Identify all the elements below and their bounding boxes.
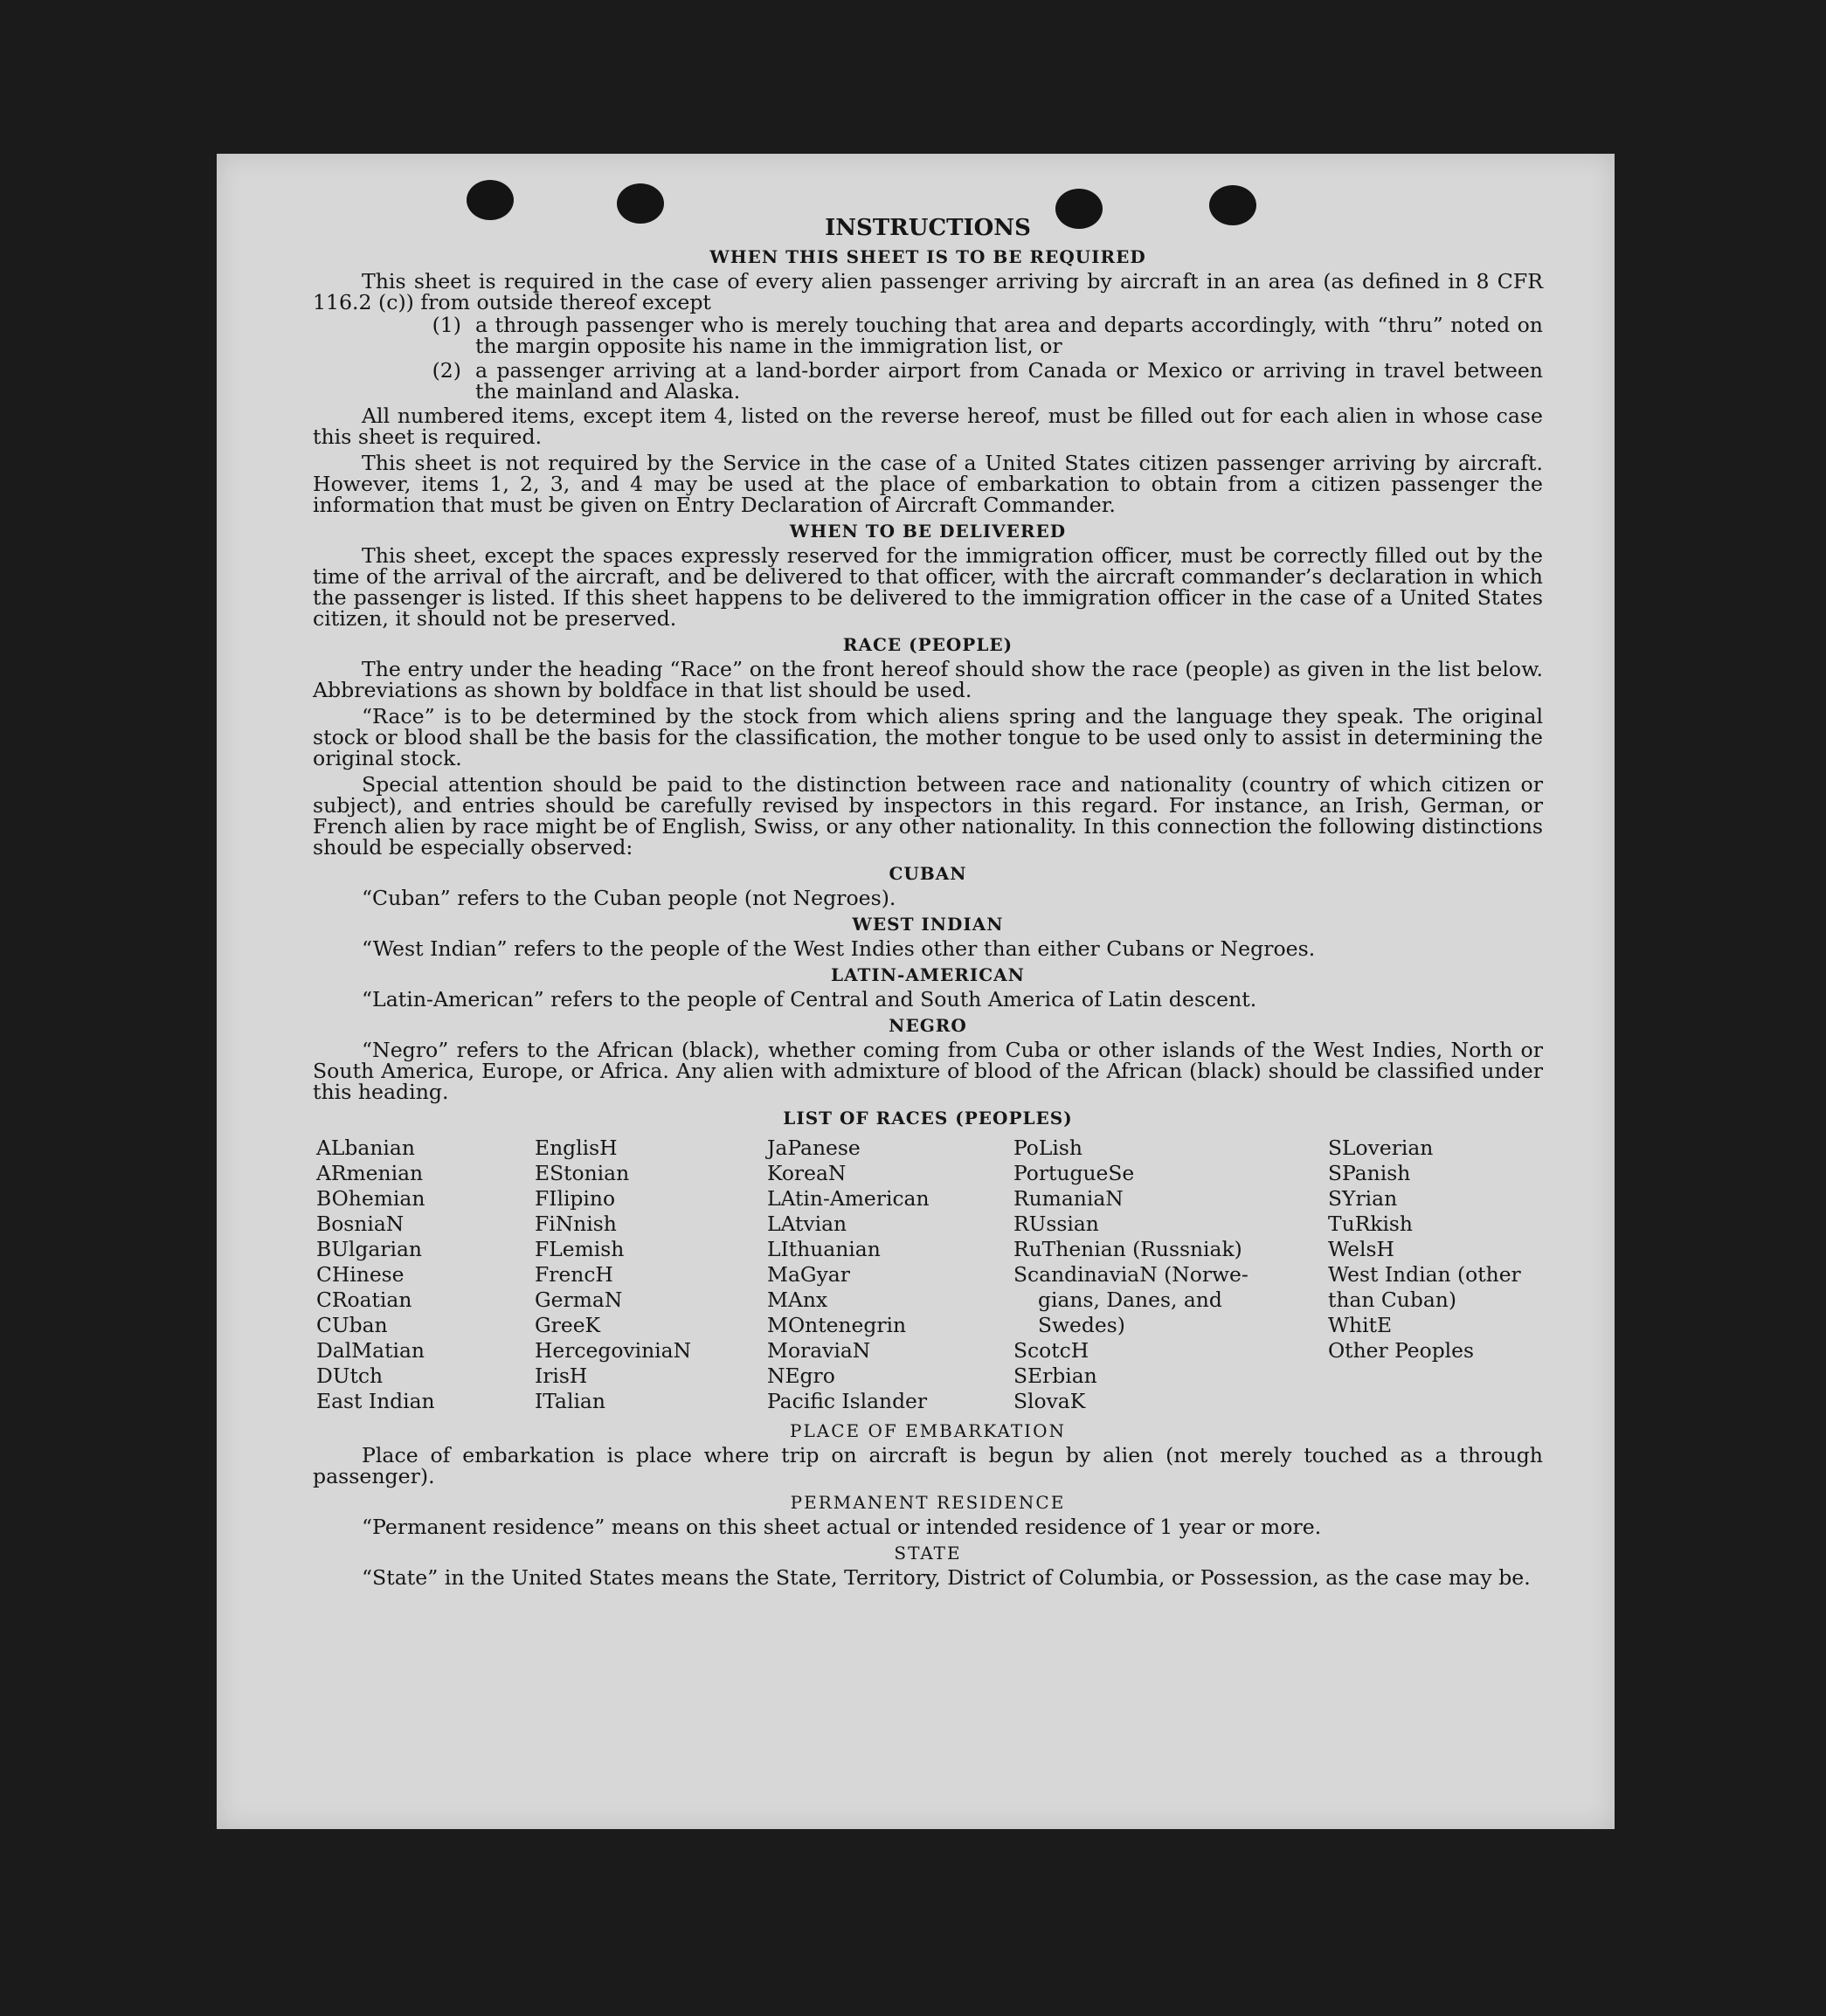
race-entry: TuRkish xyxy=(1328,1212,1414,1236)
race-entry: MOntenegrin xyxy=(767,1313,907,1337)
race-entry: DalMatian xyxy=(316,1338,425,1363)
race-entry: ALbanian xyxy=(316,1136,415,1160)
race-entry: BUlgarian xyxy=(316,1237,422,1261)
race-entry: FiNnish xyxy=(535,1212,617,1236)
race-entry: GermaN xyxy=(535,1288,623,1312)
paragraph: Special attention should be paid to the distinction between race and nationality (country of which citizen or subject), and entries should be carefully revised by inspectors in this regard. For instance, an Irish, German, or French alien by race might be of English, Swiss, or any other nationality. In this connection the following distinctions should be especially observed: xyxy=(313,772,1543,860)
race-entry: East Indian xyxy=(316,1389,435,1413)
race-entry: GreeK xyxy=(535,1313,601,1337)
section-heading: WEST INDIAN xyxy=(852,914,1004,935)
definition: “West Indian” refers to the people of the West Indies other than either Cubans or Negroes. xyxy=(362,936,1316,961)
race-entry: gians, Danes, and xyxy=(1038,1288,1222,1312)
section-heading: CUBAN xyxy=(889,863,967,884)
race-entry: ScotcH xyxy=(1013,1338,1089,1363)
section-heading: LIST OF RACES (PEOPLES) xyxy=(783,1108,1073,1129)
definition: “Negro” refers to the African (black), whether coming from Cuba or other islands of the West Indies, North or South America, Europe, or Africa. Any alien with admixture of blood of the African (black) should be classified under this heading. xyxy=(313,1038,1543,1104)
paragraph: All numbered items, except item 4, listed on the reverse hereof, must be filled out for each alien in whose case this sheet is required. xyxy=(313,404,1543,449)
race-entry: ARmenian xyxy=(316,1161,424,1185)
race-entry: LIthuanian xyxy=(767,1237,881,1261)
section-heading: PLACE OF EMBARKATION xyxy=(790,1420,1066,1441)
section-heading: PERMANENT RESIDENCE xyxy=(790,1492,1066,1513)
exception-number: (1) xyxy=(432,313,461,337)
race-column xyxy=(1328,1136,1546,1364)
definition: “Latin-American” refers to the people of Central and South America of Latin descent. xyxy=(362,987,1257,1011)
instructions-text xyxy=(313,215,1543,1588)
section-heading: WHEN THIS SHEET IS TO BE REQUIRED xyxy=(709,246,1146,267)
race-entry: SLoverian xyxy=(1328,1136,1434,1160)
paragraph: The entry under the heading “Race” on the front hereof should show the race (people) as given in the list below. Abbreviations as shown by boldface in that list should be used. xyxy=(313,657,1543,702)
definition: “Permanent residence” means on this sheet actual or intended residence of 1 year or more. xyxy=(362,1515,1322,1539)
definition: “Cuban” refers to the Cuban people (not Negroes). xyxy=(362,886,896,910)
exception-text: a passenger arriving at a land-border airport from Canada or Mexico or arriving in travel between the mainland and Alaska. xyxy=(475,358,1543,404)
section-heading: RACE (PEOPLE) xyxy=(842,634,1013,655)
race-entry: LAtin-American xyxy=(767,1186,930,1211)
race-entry: LAtvian xyxy=(767,1212,847,1236)
race-entry: MaGyar xyxy=(767,1262,850,1287)
document-page xyxy=(217,154,1615,1829)
race-entry: SlovaK xyxy=(1013,1389,1086,1413)
race-entry: KoreaN xyxy=(767,1161,847,1185)
race-entry: MoraviaN xyxy=(767,1338,871,1363)
section-heading: NEGRO xyxy=(889,1015,967,1036)
race-entry: CHinese xyxy=(316,1262,405,1287)
race-entry: RumaniaN xyxy=(1013,1186,1124,1211)
definition: Place of embarkation is place where trip on aircraft is begun by alien (not merely touched as a through passenger). xyxy=(313,1443,1543,1488)
race-entry: West Indian (other xyxy=(1328,1262,1521,1287)
race-column xyxy=(316,1136,517,1414)
page-title: INSTRUCTIONS xyxy=(825,215,1031,241)
race-entry: ScandinaviaN (Norwe- xyxy=(1013,1262,1248,1287)
race-entry: SErbian xyxy=(1013,1364,1097,1388)
exception-number: (2) xyxy=(432,358,461,383)
race-column xyxy=(767,1136,994,1414)
race-entry: JaPanese xyxy=(767,1136,861,1160)
race-entry: WhitE xyxy=(1328,1313,1393,1337)
exception-item xyxy=(313,314,1543,356)
race-entry: ITalian xyxy=(535,1389,605,1413)
race-column xyxy=(1013,1136,1267,1414)
race-entry: SPanish xyxy=(1328,1161,1411,1185)
race-list xyxy=(313,1136,1543,1415)
paragraph: This sheet is required in the case of every alien passenger arriving by aircraft in an area (as defined in 8 CFR 116.2 (c)) from outside thereof except xyxy=(313,269,1543,314)
race-entry: WelsH xyxy=(1328,1237,1394,1261)
race-entry: Other Peoples xyxy=(1328,1338,1475,1363)
race-entry: BosniaN xyxy=(316,1212,405,1236)
paragraph: This sheet, except the spaces expressly reserved for the immigration officer, must be correctly filled out by the time of the arrival of the aircraft, and be delivered to that officer, with the aircraft commander’s declaration in which the passenger is listed. If this sheet happens to be delivered to the immigration officer in the case of a United States citizen, it should not be preserved. xyxy=(313,543,1543,631)
race-entry: CUban xyxy=(316,1313,388,1337)
race-entry: BOhemian xyxy=(316,1186,425,1211)
race-column xyxy=(535,1136,753,1414)
section-heading: WHEN TO BE DELIVERED xyxy=(789,521,1067,542)
definition: “State” in the United States means the State, Territory, District of Columbia, or Possession, as the case may be. xyxy=(362,1565,1531,1590)
race-entry: CRoatian xyxy=(316,1288,412,1312)
exception-item xyxy=(313,360,1543,402)
section-heading: STATE xyxy=(894,1543,962,1564)
exception-text: a through passenger who is merely touching that area and departs accordingly, with “thru” noted on the margin opposite his name in the immigration list, or xyxy=(475,313,1543,358)
paragraph: This sheet is not required by the Service in the case of a United States citizen passenger arriving by aircraft. However, items 1, 2, 3, and 4 may be used at the place of embarkation to obtain from a citizen passenger the information that must be given on Entry Declaration of Aircraft Commander. xyxy=(313,451,1543,517)
race-entry: MAnx xyxy=(767,1288,828,1312)
race-entry: Pacific Islander xyxy=(767,1389,928,1413)
race-entry: DUtch xyxy=(316,1364,384,1388)
race-entry: FIlipino xyxy=(535,1186,616,1211)
race-entry: FrencH xyxy=(535,1262,613,1287)
race-entry: HercegoviniaN xyxy=(535,1338,692,1363)
race-entry: RUssian xyxy=(1013,1212,1099,1236)
paragraph: “Race” is to be determined by the stock from which aliens spring and the language they speak. The original stock or blood shall be the basis for the classification, the mother tongue to be used only to assist in determining the original stock. xyxy=(313,704,1543,770)
race-entry: RuThenian (Russniak) xyxy=(1013,1237,1242,1261)
race-entry: NEgro xyxy=(767,1364,835,1388)
race-entry: Swedes) xyxy=(1038,1313,1125,1337)
race-entry: PortugueSe xyxy=(1013,1161,1135,1185)
race-entry: SYrian xyxy=(1328,1186,1398,1211)
race-entry: EStonian xyxy=(535,1161,630,1185)
race-entry: EnglisH xyxy=(535,1136,618,1160)
race-entry: PoLish xyxy=(1013,1136,1082,1160)
race-entry: FLemish xyxy=(535,1237,625,1261)
race-entry: than Cuban) xyxy=(1328,1288,1456,1312)
race-entry: IrisH xyxy=(535,1364,588,1388)
section-heading: LATIN-AMERICAN xyxy=(831,964,1025,985)
